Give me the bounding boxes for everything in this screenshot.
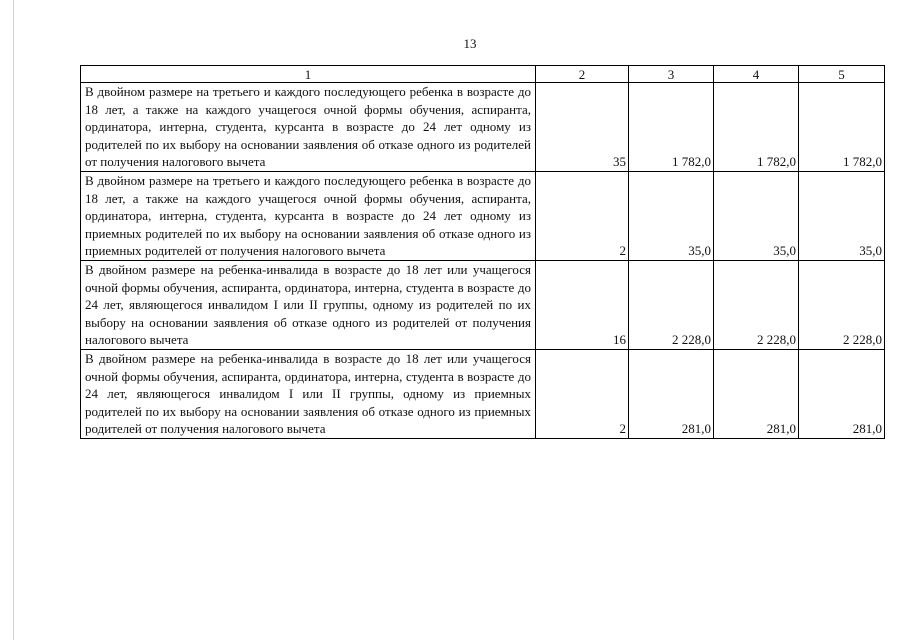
cell-col2: 16 bbox=[536, 260, 629, 349]
column-header-2: 2 bbox=[536, 66, 629, 83]
column-header-5: 5 bbox=[799, 66, 885, 83]
cell-col3: 281,0 bbox=[629, 349, 714, 438]
table-row bbox=[81, 171, 885, 260]
data-table bbox=[80, 65, 885, 439]
column-header-3: 3 bbox=[629, 66, 714, 83]
table-row bbox=[81, 260, 885, 349]
column-header-1: 1 bbox=[81, 66, 536, 83]
cell-col2: 2 bbox=[536, 349, 629, 438]
cell-col3: 35,0 bbox=[629, 171, 714, 260]
page-number: 13 bbox=[463, 36, 477, 51]
cell-col3: 1 782,0 bbox=[629, 83, 714, 172]
cell-col4: 35,0 bbox=[714, 171, 799, 260]
page-edge-line bbox=[13, 0, 14, 640]
table-header-row bbox=[81, 66, 885, 83]
row-description: В двойном размере на третьего и каждого последующего ребенка в возрасте до 18 лет, а также на каждого учащегося очной формы обучения, аспиранта, ординатора, интерна, студента, курсанта в возрасте до 24 лет одному из родителей по их выбору на основании заявления об отказе одного из родителей от получения налогового вычета bbox=[81, 83, 536, 172]
table-row bbox=[81, 349, 885, 438]
cell-col4: 281,0 bbox=[714, 349, 799, 438]
cell-col5: 2 228,0 bbox=[799, 260, 885, 349]
row-description: В двойном размере на ребенка-инвалида в возрасте до 18 лет или учащегося очной формы обучения, аспиранта, ординатора, интерна, студента в возрасте до 24 лет, являющегося инвалидом I или II группы, одному из родителей по их выбору на основании заявления об отказе одного из родителей от получения налогового вычета bbox=[81, 260, 536, 349]
row-description: В двойном размере на третьего и каждого последующего ребенка в возрасте до 18 лет, а также на каждого учащегося очной формы обучения, аспиранта, ординатора, интерна, студента, курсанта в возрасте до 24 лет одному из приемных родителей по их выбору на основании заявления об отказе одного из приемных родителей от получения налогового вычета bbox=[81, 171, 536, 260]
table-row bbox=[81, 83, 885, 172]
cell-col5: 35,0 bbox=[799, 171, 885, 260]
column-header-4: 4 bbox=[714, 66, 799, 83]
cell-col4: 2 228,0 bbox=[714, 260, 799, 349]
cell-col2: 35 bbox=[536, 83, 629, 172]
cell-col4: 1 782,0 bbox=[714, 83, 799, 172]
cell-col2: 2 bbox=[536, 171, 629, 260]
row-description: В двойном размере на ребенка-инвалида в возрасте до 18 лет или учащегося очной формы обучения, аспиранта, ординатора, интерна, студента в возрасте до 24 лет, являющегося инвалидом I или II группы, одному из приемных родителей по их выбору на основании заявления об отказе одного из приемных родителей от получения налогового вычета bbox=[81, 349, 536, 438]
cell-col5: 281,0 bbox=[799, 349, 885, 438]
cell-col5: 1 782,0 bbox=[799, 83, 885, 172]
cell-col3: 2 228,0 bbox=[629, 260, 714, 349]
